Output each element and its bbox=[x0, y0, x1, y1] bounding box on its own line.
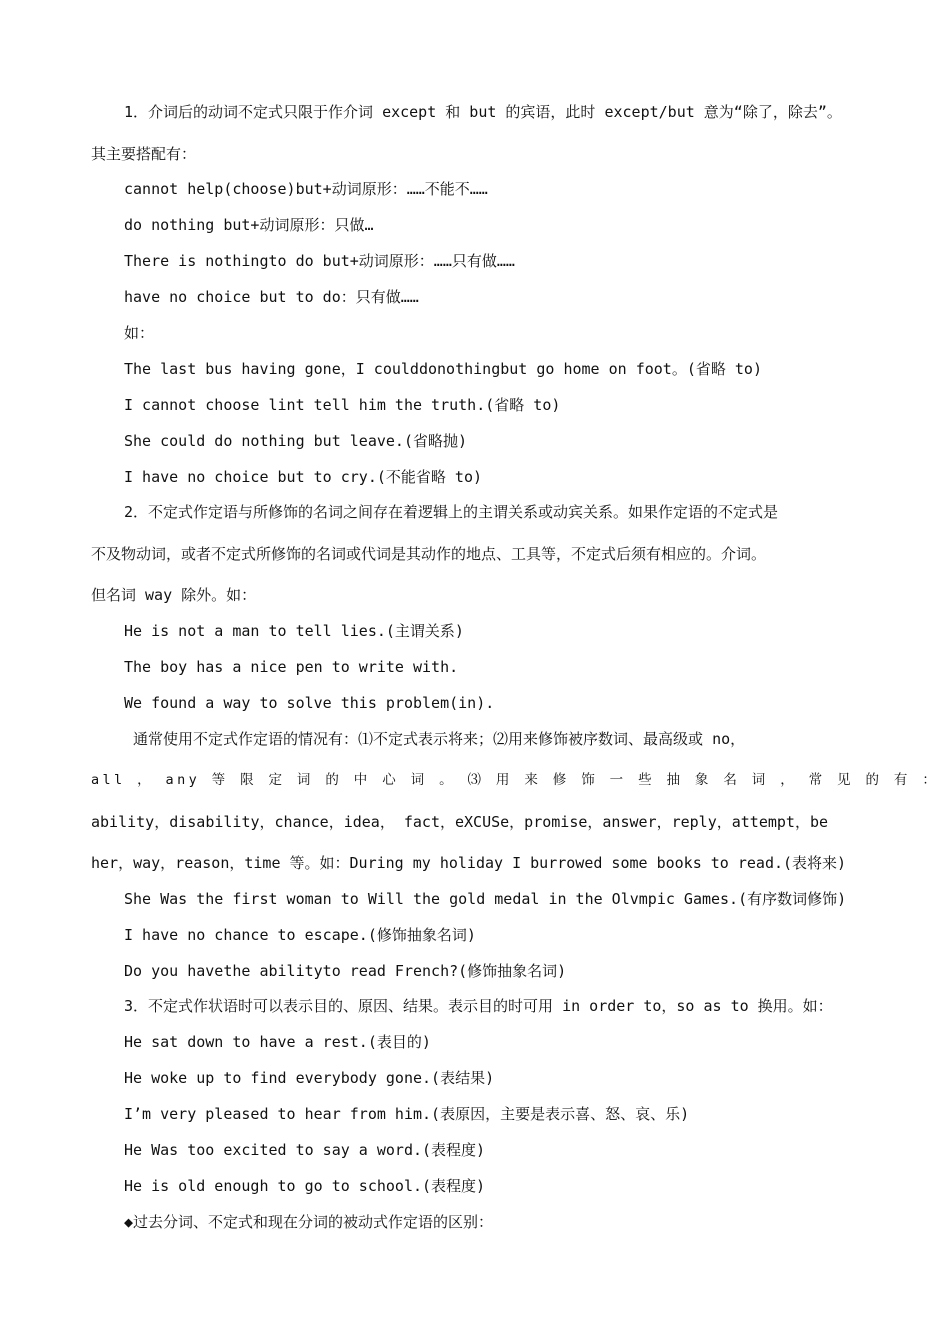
example-sentence: He sat down to have a rest.(表目的) bbox=[124, 1033, 431, 1051]
paragraph-1-line-2: 其主要搭配有： bbox=[91, 145, 197, 163]
collocation-line: cannot help(choose)but+动词原形：……不能不…… bbox=[124, 180, 488, 198]
example-sentence: She could do nothing but leave.(省略抛) bbox=[124, 432, 468, 450]
paragraph-4-line-1: 3．不定式作状语时可以表示目的、原因、结果。表示目的时可用 in order to，so as to 换用。如： bbox=[124, 997, 833, 1015]
example-sentence: The last bus having gone，I coulddonothingbut go home on foot。(省略 to) bbox=[124, 360, 762, 378]
example-intro: 如： bbox=[124, 324, 155, 342]
example-sentence: He is not a man to tell lies.(主谓关系) bbox=[124, 622, 464, 640]
collocation-line: have no choice but to do：只有做…… bbox=[124, 288, 419, 306]
paragraph-3-line-2: all ， any 等 限 定 词 的 中 心 词 。 ⑶ 用 来 修 饰 一 些 抽 象 名 词 ， 常 见 的 有 ： bbox=[91, 772, 940, 788]
example-sentence: He woke up to find everybody gone.(表结果) bbox=[124, 1069, 495, 1087]
paragraph-2-line-1: 2．不定式作定语与所修饰的名词之间存在着逻辑上的主谓关系或动宾关系。如果作定语的不定式是 bbox=[124, 503, 779, 521]
example-sentence: He Was too excited to say a word.(表程度) bbox=[124, 1141, 486, 1159]
paragraph-2-line-3: 但名词 way 除外。如： bbox=[91, 586, 257, 604]
paragraph-3-line-3: ability，disability，chance，idea， fact，eXCUSe，promise，answer，reply，attempt，be bbox=[91, 813, 829, 831]
collocation-line: There is nothingto do but+动词原形：……只有做…… bbox=[124, 252, 515, 270]
example-sentence: I’m very pleased to hear from him.(表原因，主要是表示喜、怒、哀、乐) bbox=[124, 1105, 690, 1123]
paragraph-3-line-1: 通常使用不定式作定语的情况有：⑴不定式表示将来；⑵用来修饰被序数词、最高级或 no， bbox=[124, 730, 746, 748]
example-sentence: We found a way to solve this problem(in). bbox=[124, 694, 495, 712]
paragraph-2-line-2: 不及物动词，或者不定式所修饰的名词或代词是其动作的地点、工具等，不定式后须有相应的。介词。 bbox=[91, 545, 767, 563]
example-sentence: I cannot choose lint tell him the truth.(省略 to) bbox=[124, 396, 561, 414]
example-sentence: He is old enough to go to school.(表程度) bbox=[124, 1177, 486, 1195]
section-heading: ◆过去分词、不定式和现在分词的被动式作定语的区别： bbox=[124, 1213, 494, 1231]
example-sentence: I have no chance to escape.(修饰抽象名词) bbox=[124, 926, 476, 944]
example-sentence: The boy has a nice pen to write with. bbox=[124, 658, 459, 676]
example-sentence: I have no choice but to cry.(不能省略 to) bbox=[124, 468, 483, 486]
paragraph-1-line-1: 1．介词后的动词不定式只限于作介词 except 和 but 的宾语，此时 except/but 意为“除了，除去”。 bbox=[124, 103, 842, 121]
example-sentence: She Was the first woman to Will the gold medal in the Olvmpic Games.(有序数词修饰) bbox=[124, 890, 847, 908]
example-sentence: Do you havethe abilityto read French?(修饰抽象名词) bbox=[124, 962, 567, 980]
collocation-line: do nothing but+动词原形：只做… bbox=[124, 216, 374, 234]
paragraph-3-line-4: her，way，reason，time 等。如：During my holiday I burrowed some books to read.(表将来) bbox=[91, 854, 847, 872]
